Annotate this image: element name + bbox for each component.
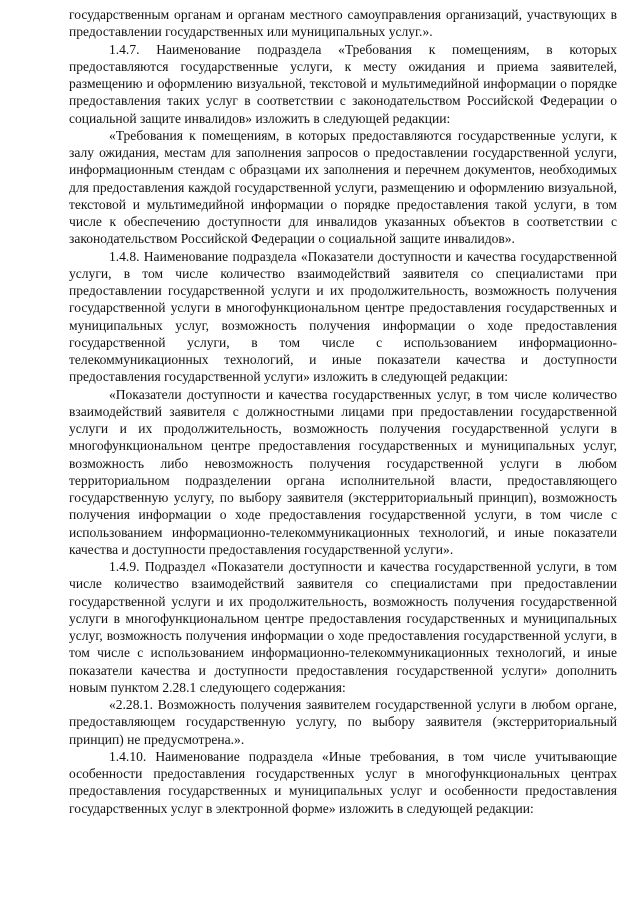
paragraph-1-4-7-quote: «Требования к помещениям, в которых предоставляются государственные услуги, к залу ожидания, местам для заполнения запросов о предоставлении государственной услуги, информационным стендам с образцами их заполнения и перечнем документов, необходимых для предоставления каждой государственной услуги, размещению и оформлению визуальной, текстовой и мультимедийной информации о порядке предоставления такой услуги, в том числе к обеспечению доступности для инвалидов указанных объектов в соответствии с законодательством Российской Федерации о социальной защите инвалидов». xyxy=(69,127,617,247)
paragraph-1-4-8: 1.4.8. Наименование подраздела «Показатели доступности и качества государственной услуги, в том числе количество взаимодействий заявителя со специалистами при предоставлении государственной услуги и их продолжительность, возможность получения государственной услуги в многофункциональном центре предоставления государственных и муниципальных услуг, возможность получения информации о ходе предоставления государственной услуги, в том числе с использованием информационно-телекоммуникационных технологий, и иные показатели качества и доступности предоставления государственной услуги» изложить в следующей редакции: xyxy=(69,248,617,385)
paragraph-1-4-10: 1.4.10. Наименование подраздела «Иные требования, в том числе учитывающие особенности предоставления государственных услуг в многофункциональных центрах предоставления государственных и муниципальных услуг и особенности предоставления государственных услуг в электронной форме» изложить в следующей редакции: xyxy=(69,748,617,816)
paragraph-1-4-8-quote: «Показатели доступности и качества государственных услуг, в том числе количество взаимодействий заявителя с должностными лицами при предоставлении государственной услуги и их продолжительность, возможность получения государственной услуги в многофункциональном центре предоставления государственных и муниципальных услуг, возможность либо невозможность получения государственной услуги в любом территориальном подразделении органа исполнительной власти, предоставляющего государственную услугу, по выбору заявителя (экстерриториальный принцип), возможность получения информации о ходе предоставления государственной услуги, в том числе с использованием информационно-телекоммуникационных технологий, и иные показатели качества и доступности предоставления государственной услуги». xyxy=(69,386,617,557)
paragraph-1-4-9: 1.4.9. Подраздел «Показатели доступности и качества государственной услуги, в том числе количество взаимодействий заявителя со специалистами при предоставлении государственной услуги и их продолжительность, возможность получения государственной услуги в многофункциональном центре предоставления государственных и муниципальных услуг, возможность получения информации о ходе предоставления государственной услуги, в том числе с использованием информационно-телекоммуникационных технологий, и иные показатели качества и доступности предоставления государственной услуги» дополнить новым пунктом 2.28.1 следующего содержания: xyxy=(69,559,617,695)
paragraph-1-continuation: государственным органам и органам местного самоуправления организаций, участвующих в предоставлении государственных или муниципальных услуг.». xyxy=(69,7,617,40)
paragraph-1-4-7: 1.4.7. Наименование подраздела «Требования к помещениям, в которых предоставляются государственные услуги, к месту ожидания и приема заявителей, размещению и оформлению визуальной, текстовой и мультимедийной информации о порядке предоставления таких услуг в соответствии с законодательством Российской Федерации о социальной защите инвалидов» изложить в следующей редакции: xyxy=(69,41,617,126)
document-page xyxy=(69,6,617,817)
paragraph-2-28-1-quote: «2.28.1. Возможность получения заявителем государственной услуги в любом органе, предоставляющем государственную услугу, по выбору заявителя (экстерриториальный принцип) не предусмотрена.». xyxy=(69,697,617,747)
